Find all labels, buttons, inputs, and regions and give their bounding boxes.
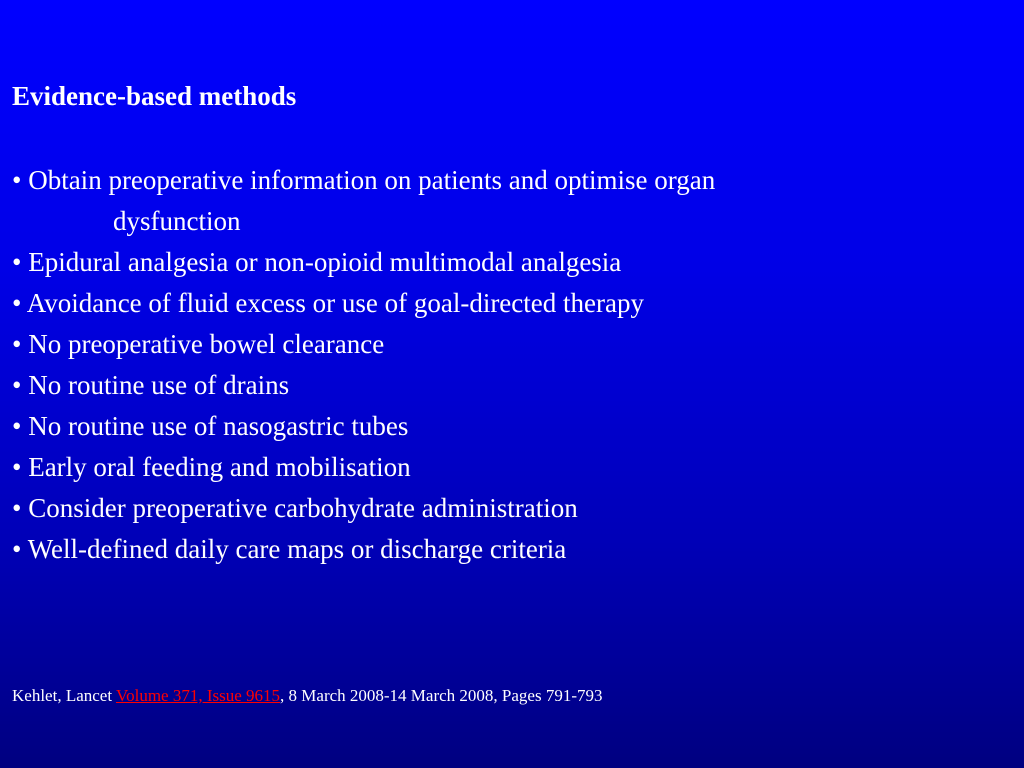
- citation-suffix: , 8 March 2008-14 March 2008, Pages 791-793: [280, 686, 603, 705]
- bullet-glyph: •: [12, 329, 22, 359]
- citation: [12, 684, 603, 708]
- bullet-glyph: •: [12, 411, 22, 441]
- bullet-item: [12, 324, 1012, 365]
- citation-prefix: Kehlet, Lancet: [12, 686, 117, 705]
- bullet-item: [12, 447, 1012, 488]
- bullet-continuation: dysfunction: [113, 206, 241, 236]
- bullet-text: Obtain preoperative information on patients and optimise organ: [28, 165, 716, 195]
- bullet-text: Epidural analgesia or non-opioid multimodal analgesia: [28, 247, 622, 277]
- bullet-item: [12, 488, 1012, 529]
- bullet-text: Consider preoperative carbohydrate administration: [28, 493, 578, 523]
- bullet-glyph: •: [12, 452, 22, 482]
- slide-heading: Evidence-based methods: [12, 81, 297, 111]
- bullet-item: [12, 529, 1012, 570]
- bullet-text: No preoperative bowel clearance: [28, 329, 385, 359]
- bullet-text: No routine use of drains: [28, 370, 290, 400]
- bullet-item: [12, 283, 1012, 324]
- bullet-glyph: •: [12, 534, 22, 564]
- bullet-text: Avoidance of fluid excess or use of goal-directed therapy: [26, 288, 644, 318]
- bullet-glyph: •: [12, 370, 22, 400]
- bullet-glyph: •: [12, 288, 22, 318]
- bullet-item: [12, 406, 1012, 447]
- bullet-glyph: •: [12, 165, 22, 195]
- bullet-glyph: •: [12, 493, 22, 523]
- bullet-text: No routine use of nasogastric tubes: [28, 411, 409, 441]
- bullet-item: [12, 242, 1012, 283]
- bullet-item: [12, 365, 1012, 406]
- bullet-text: Well-defined daily care maps or discharge criteria: [27, 534, 567, 564]
- bullet-list: [12, 160, 1012, 570]
- bullet-text: Early oral feeding and mobilisation: [28, 452, 411, 482]
- bullet-item: [12, 160, 1012, 242]
- citation-link[interactable]: Volume 371, Issue 9615: [116, 686, 281, 705]
- bullet-glyph: •: [12, 247, 22, 277]
